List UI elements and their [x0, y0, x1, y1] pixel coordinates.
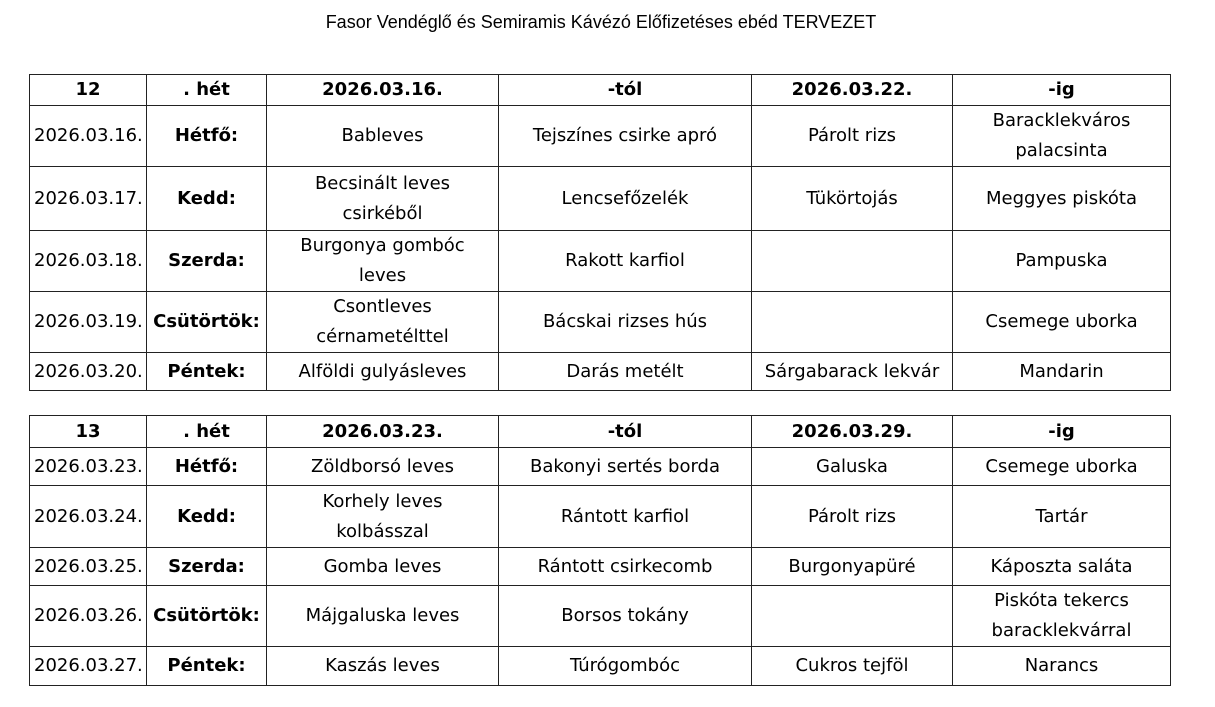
menu-soup-line: Becsinált leves — [314, 172, 451, 194]
day-row — [30, 586, 1171, 647]
menu-side-cell — [752, 231, 953, 292]
menu-dessert-line: Pampuska — [1015, 250, 1108, 271]
menu-soup-cell — [267, 548, 499, 586]
menu-main-cell — [499, 292, 752, 353]
menu-dessert-line: Baracklekváros — [992, 110, 1131, 131]
menu-main-line: Bácskai rizses hús — [542, 311, 708, 332]
day-date: 2026.03.23. — [30, 448, 147, 486]
menu-soup-line: Alföldi gulyásleves — [298, 360, 467, 382]
week-to-suffix: -ig — [953, 75, 1171, 106]
menu-main-cell — [499, 106, 752, 167]
day-name: Hétfő: — [147, 448, 267, 486]
menu-soup-cell — [267, 448, 499, 486]
menu-side-cell — [752, 586, 953, 647]
day-row — [30, 448, 1171, 486]
menu-side-cell — [752, 292, 953, 353]
menu-soup-line: Bableves — [341, 125, 424, 146]
menu-main-line: Lencsefőzelék — [561, 187, 689, 209]
day-row — [30, 167, 1171, 231]
menu-main-line: Rántott csirkecomb — [537, 555, 713, 577]
menu-side-cell — [752, 167, 953, 231]
day-date: 2026.03.26. — [30, 586, 147, 647]
week-from-date: 2026.03.16. — [267, 75, 499, 106]
menu-main-line: Túrógombóc — [570, 655, 680, 676]
menu-dessert-line: Mandarin — [1019, 360, 1104, 382]
menu-dessert-cell — [953, 353, 1171, 391]
day-date: 2026.03.17. — [30, 167, 147, 231]
menu-main-line: Borsos tokány — [561, 605, 689, 626]
menu-soup-line: Csontleves — [333, 296, 432, 317]
menu-soup-line: Burgonya gombóc — [300, 235, 465, 256]
menu-dessert-cell — [953, 448, 1171, 486]
week-to-date: 2026.03.29. — [752, 416, 953, 448]
menu-soup-line: Kaszás leves — [325, 655, 440, 676]
menu-soup-line: cérnametélttel — [316, 326, 449, 347]
menu-side-cell — [752, 486, 953, 548]
menu-dessert-cell — [953, 486, 1171, 548]
menu-dessert-cell — [953, 167, 1171, 231]
menu-dessert-line: Piskóta tekercs — [994, 590, 1129, 611]
menu-main-line: Bakonyi sertés borda — [529, 455, 721, 477]
week-label: . hét — [147, 416, 267, 448]
menu-dessert-cell — [953, 292, 1171, 353]
day-name: Csütörtök: — [147, 292, 267, 353]
menu-dessert-cell — [953, 548, 1171, 586]
document-title: Fasor Vendéglő és Semiramis Kávézó Előfizetéses ebéd TERVEZET — [325, 12, 877, 32]
menu-main-cell — [499, 548, 752, 586]
day-row — [30, 548, 1171, 586]
menu-main-cell — [499, 448, 752, 486]
menu-soup-line: kolbásszal — [336, 520, 429, 542]
week-from-date: 2026.03.23. — [267, 416, 499, 448]
day-name: Kedd: — [147, 167, 267, 231]
menu-side-line: Tükörtojás — [806, 187, 898, 209]
day-date: 2026.03.25. — [30, 548, 147, 586]
week-table — [29, 74, 1171, 391]
menu-side-cell — [752, 548, 953, 586]
menu-soup-cell — [267, 167, 499, 231]
menu-side-cell — [752, 106, 953, 167]
week-to-suffix: -ig — [953, 416, 1171, 448]
menu-main-line: Tejszínes csirke apró — [532, 125, 718, 146]
menu-soup-cell — [267, 586, 499, 647]
menu-dessert-line: Csemege uborka — [985, 311, 1138, 332]
menu-main-cell — [499, 353, 752, 391]
menu-dessert-line: Tartár — [1035, 505, 1088, 527]
menu-soup-line: Zöldborsó leves — [311, 455, 454, 477]
menu-dessert-cell — [953, 106, 1171, 167]
menu-side-line: Burgonyapüré — [788, 555, 916, 577]
menu-soup-line: leves — [358, 265, 407, 286]
day-date: 2026.03.24. — [30, 486, 147, 548]
menu-soup-cell — [267, 353, 499, 391]
day-row — [30, 647, 1171, 686]
week-header-row — [30, 75, 1171, 106]
day-row — [30, 486, 1171, 548]
day-name: Péntek: — [147, 647, 267, 686]
day-date: 2026.03.18. — [30, 231, 147, 292]
menu-soup-cell — [267, 106, 499, 167]
day-date: 2026.03.19. — [30, 292, 147, 353]
menu-side-cell — [752, 647, 953, 686]
menu-dessert-line: baracklekvárral — [991, 620, 1132, 641]
menu-main-line: Darás metélt — [566, 360, 684, 382]
day-date: 2026.03.27. — [30, 647, 147, 686]
menu-soup-line: Korhely leves — [322, 490, 443, 512]
menu-dessert-line: Narancs — [1024, 655, 1099, 676]
week-from-suffix: -tól — [499, 416, 752, 448]
day-name: Hétfő: — [147, 106, 267, 167]
day-name: Szerda: — [147, 231, 267, 292]
menu-soup-line: Gomba leves — [323, 555, 442, 577]
week-to-date: 2026.03.22. — [752, 75, 953, 106]
week-label: . hét — [147, 75, 267, 106]
week-table — [29, 415, 1171, 686]
menu-side-line: Párolt rizs — [807, 125, 897, 146]
day-row — [30, 106, 1171, 167]
menu-main-cell — [499, 586, 752, 647]
day-date: 2026.03.20. — [30, 353, 147, 391]
week-number: 12 — [30, 75, 147, 106]
day-row — [30, 292, 1171, 353]
menu-side-line: Sárgabarack lekvár — [764, 360, 940, 382]
week-from-suffix: -tól — [499, 75, 752, 106]
day-row — [30, 231, 1171, 292]
day-name: Péntek: — [147, 353, 267, 391]
menu-soup-cell — [267, 292, 499, 353]
menu-side-cell — [752, 353, 953, 391]
menu-soup-line: csirkéből — [342, 202, 423, 224]
day-name: Csütörtök: — [147, 586, 267, 647]
menu-dessert-line: Káposzta saláta — [990, 555, 1133, 577]
week-header-row — [30, 416, 1171, 448]
menu-main-cell — [499, 647, 752, 686]
menu-soup-cell — [267, 647, 499, 686]
menu-main-cell — [499, 486, 752, 548]
menu-main-cell — [499, 231, 752, 292]
day-date: 2026.03.16. — [30, 106, 147, 167]
day-name: Szerda: — [147, 548, 267, 586]
menu-main-line: Rakott karfiol — [565, 250, 685, 271]
menu-main-cell — [499, 167, 752, 231]
menu-soup-cell — [267, 231, 499, 292]
menu-side-line: Cukros tejföl — [795, 655, 909, 676]
menu-soup-cell — [267, 486, 499, 548]
menu-side-line: Galuska — [816, 455, 888, 477]
menu-soup-line: Májgaluska leves — [305, 605, 460, 626]
menu-dessert-line: Meggyes piskóta — [986, 187, 1137, 209]
menu-dessert-cell — [953, 586, 1171, 647]
menu-dessert-cell — [953, 231, 1171, 292]
menu-dessert-cell — [953, 647, 1171, 686]
day-row — [30, 353, 1171, 391]
menu-side-line: Párolt rizs — [807, 505, 897, 527]
week-number: 13 — [30, 416, 147, 448]
day-name: Kedd: — [147, 486, 267, 548]
menu-main-line: Rántott karfiol — [560, 505, 690, 527]
menu-dessert-line: palacsinta — [1015, 140, 1108, 161]
menu-dessert-line: Csemege uborka — [985, 455, 1138, 477]
menu-side-cell — [752, 448, 953, 486]
